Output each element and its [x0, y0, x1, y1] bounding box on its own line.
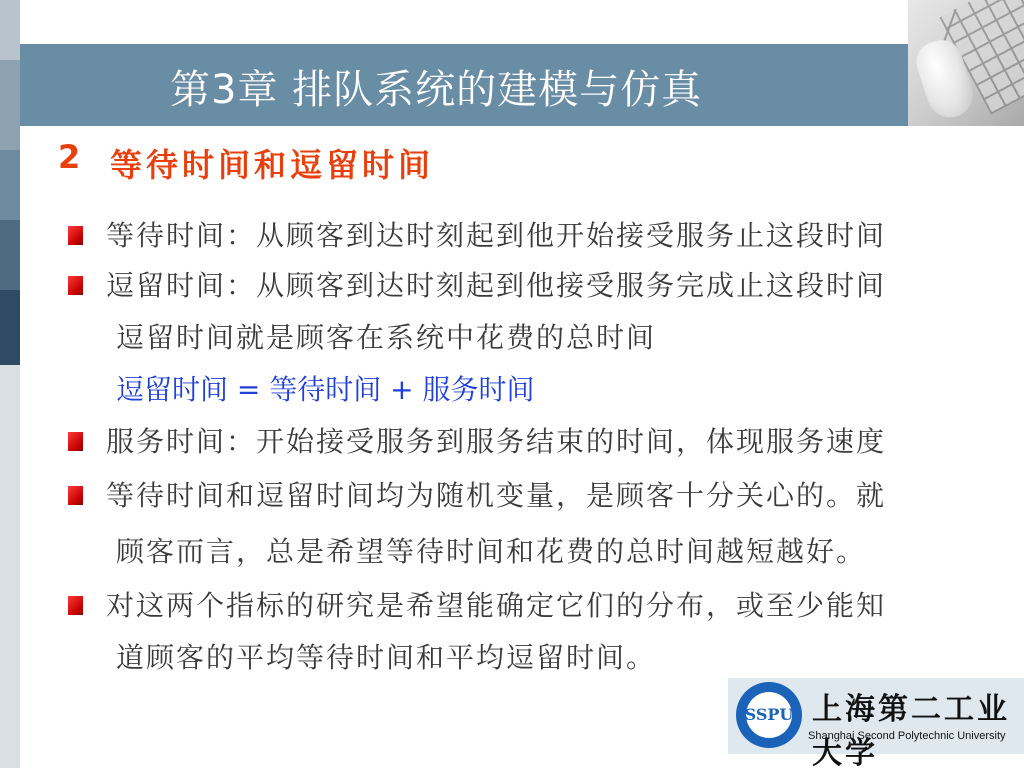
bullet-marker-icon	[68, 226, 83, 245]
university-emblem-icon	[736, 682, 802, 748]
section-title: 等待时间和逗留时间	[110, 146, 435, 184]
line-text: 顾客而言，总是希望等待时间和花费的总时间越短越好。	[116, 535, 867, 568]
strip-segment	[0, 60, 20, 150]
strip-segment	[0, 150, 20, 220]
line-text: 道顾客的平均等待时间和平均逗留时间。	[116, 641, 657, 674]
section-number: 2	[58, 138, 81, 176]
strip-segment	[0, 0, 20, 60]
strip-segment	[0, 290, 20, 365]
bullet-marker-icon	[68, 596, 83, 615]
university-name-en: Shanghai Second Polytechnic University	[808, 730, 1006, 742]
university-name-cn: 上海第二工业大学	[812, 692, 1010, 771]
bullet-text: 对这两个指标的研究是希望能确定它们的分布，或至少能知	[106, 589, 887, 622]
bullet-text: 等待时间：从顾客到达时刻起到他开始接受服务止这段时间	[106, 219, 887, 252]
bullet-marker-icon	[68, 486, 83, 505]
keyboard-mouse-image	[908, 0, 1024, 126]
bullet-text: 等待时间和逗留时间均为随机变量，是顾客十分关心的。就	[106, 479, 887, 512]
emblem-letters: SSPU	[744, 705, 794, 724]
bullet-text: 服务时间：开始接受服务到服务结束的时间，体现服务速度	[106, 425, 887, 458]
strip-segment	[0, 220, 20, 290]
university-logo	[728, 678, 1024, 771]
bullet-marker-icon	[68, 276, 83, 295]
line-text: 逗留时间就是顾客在系统中花费的总时间	[116, 321, 657, 354]
bullet-marker-icon	[68, 432, 83, 451]
slide-title: 第3章 排队系统的建模与仿真	[170, 67, 703, 113]
bullet-text: 逗留时间：从顾客到达时刻起到他接受服务完成止这段时间	[106, 269, 887, 302]
formula-text: 逗留时间 = 等待时间 + 服务时间	[116, 373, 535, 406]
left-decorative-strip	[0, 0, 20, 768]
strip-segment	[0, 365, 20, 768]
